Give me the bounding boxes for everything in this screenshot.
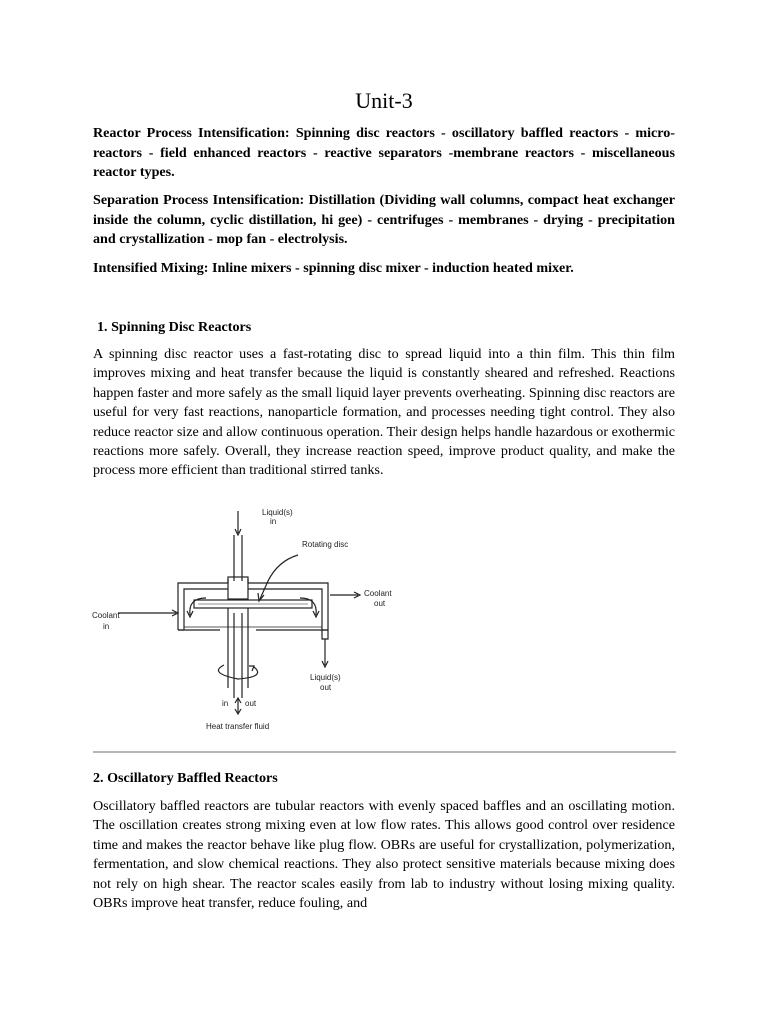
section1-heading: 1. Spinning Disc Reactors <box>97 319 252 335</box>
label-coolant-in-2: in <box>103 622 110 631</box>
label-liquid-out-2: out <box>320 683 332 692</box>
syllabus-mixing: Intensified Mixing: Inline mixers - spinning disc mixer - induction heated mixer. <box>93 260 574 276</box>
rotation-arrow <box>218 665 257 679</box>
spinning-disc-diagram <box>88 503 418 733</box>
section1-body: A spinning disc reactor uses a fast-rotating disc to spread liquid into a thin film. This thin film improves mixing and heat transfer because the liquid is constantly sheared and refreshed. Reactions happen faster and more safely as the small liquid layer prevents overheating. Spinning disc reactors are useful for very fast reactions, nanoparticle formation, and processes needing tight control. They also reduce reactor size and allow continuous operation. Their design helps handle hazardous or exothermic reactions more safely. Overall, they increase reaction speed, improve product quality, and make the process more efficient than traditional stirred tanks. <box>93 346 675 479</box>
page-title: Unit-3 <box>355 88 413 113</box>
liquid-outlet <box>322 630 328 639</box>
section-divider <box>93 751 676 753</box>
section2-heading: 2. Oscillatory Baffled Reactors <box>93 770 278 786</box>
syllabus-separation: Separation Process Intensification: Distillation (Dividing wall columns, compact heat exchanger inside the column, cyclic distillation, hi gee) - centrifuges - membranes - drying - precipitation and crystallization - mop fan - electrolysis. <box>93 192 675 247</box>
label-coolant-in-1: Coolant <box>92 611 120 620</box>
label-liquid-out-1: Liquid(s) <box>310 673 341 682</box>
rotating-disc-pointer <box>260 555 298 599</box>
syllabus-reactor: Reactor Process Intensification: Spinning disc reactors - oscillatory baffled reactors - micro-reactors - field enhanced reactors - reactive separators -membrane reactors - miscellaneous reactor types. <box>93 125 675 180</box>
label-htf-in: in <box>222 699 229 708</box>
label-liquid-in-1: Liquid(s) <box>262 508 293 517</box>
label-coolant-out-1: Coolant <box>364 589 392 598</box>
disc-hub <box>228 577 248 599</box>
label-liquid-in-2: in <box>270 517 277 526</box>
label-htf-out: out <box>245 699 257 708</box>
label-coolant-out-2: out <box>374 599 386 608</box>
reactor-housing <box>178 579 328 630</box>
section2-body: Oscillatory baffled reactors are tubular reactors with evenly spaced baffles and an oscillating motion. The oscillation creates strong mixing even at low flow rates. This allows good control over residence time and makes the reactor behave like plug flow. OBRs are useful for crystallization, polymerization, fermentation, and slow chemical reactions. They also protect sensitive materials because mixing does not rely on high shear. The reactor scales easily from lab to industry without losing mixing quality. OBRs improve heat transfer, reduce fouling, and <box>93 798 675 912</box>
label-rotating-disc: Rotating disc <box>302 540 349 549</box>
label-heat-transfer-fluid: Heat transfer fluid <box>206 722 270 731</box>
